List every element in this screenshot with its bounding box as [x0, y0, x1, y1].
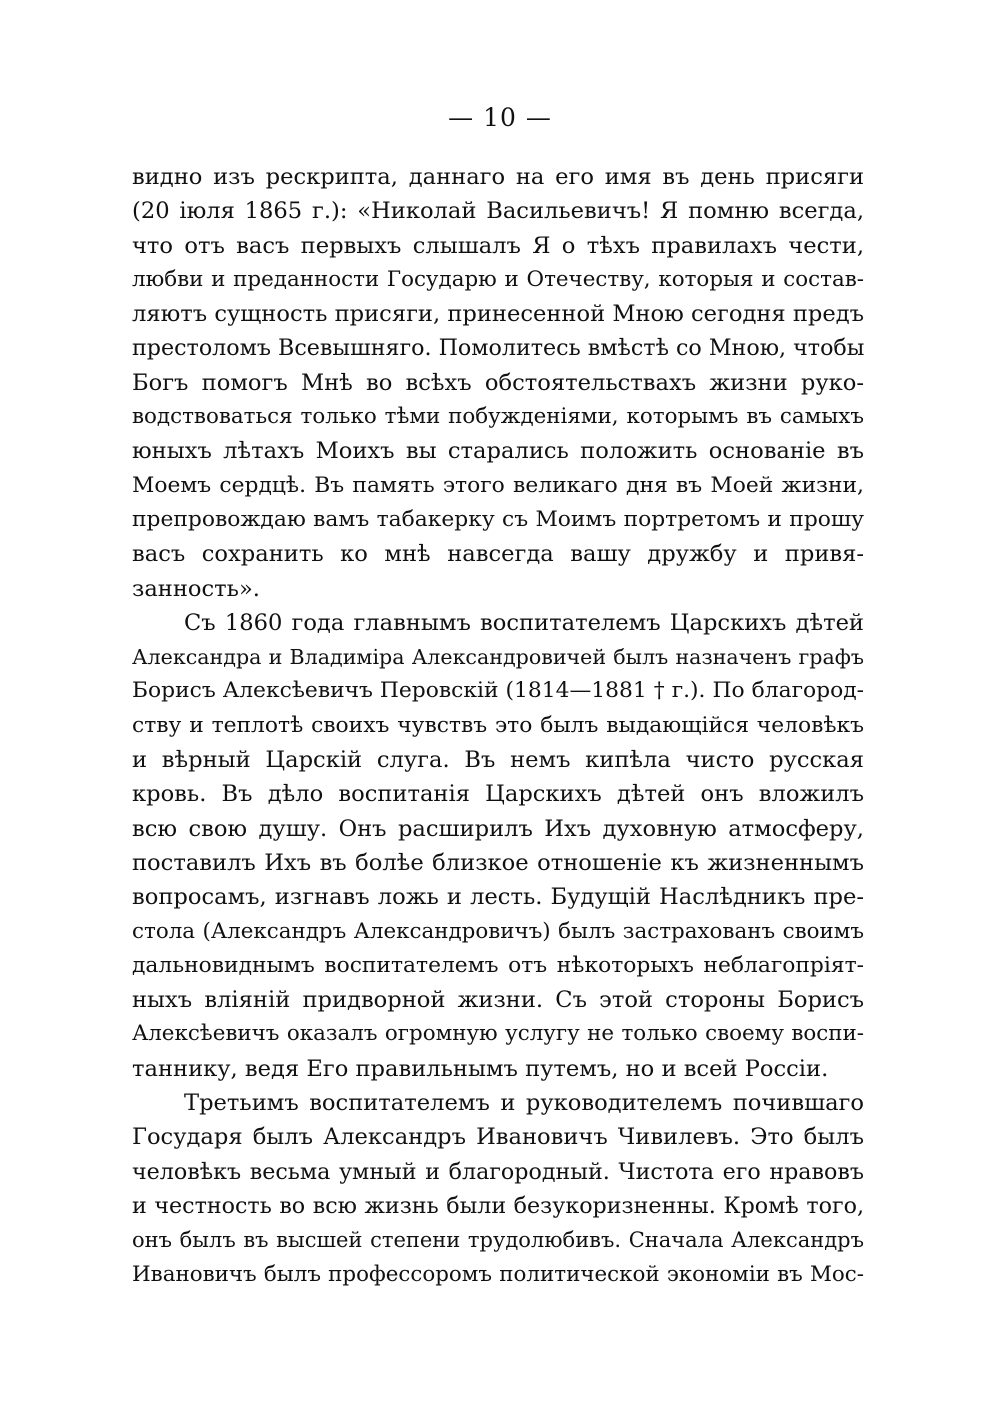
text-line: поставилъ Ихъ въ болѣе близкое отношеніе къ жизненнымъ: [132, 849, 864, 876]
text-line: ныхъ вліяній придворной жизни. Съ этой стороны Борисъ: [132, 987, 864, 1014]
text-line: Моемъ сердцѣ. Въ память этого великаго дня въ Моей жизни,: [132, 472, 864, 498]
text-line: Ивановичъ былъ профессоромъ политической экономіи въ Мос-: [132, 1261, 864, 1287]
text-line: человѣкъ весьма умный и благородный. Чистота его нравовъ: [132, 1158, 864, 1185]
text-line: препровождаю вамъ табакерку съ Моимъ портретомъ и прошу: [132, 506, 864, 532]
text-line: Борисъ Алексѣевичъ Перовскій (1814—1881 † г.). По благород-: [132, 678, 864, 704]
text-line: Александра и Владиміра Александровичей былъ назначенъ графъ: [132, 645, 864, 670]
text-line: Алексѣевичъ оказалъ огромную услугу не только своему воспи-: [132, 1021, 864, 1047]
text-line: Богъ помогъ Мнѣ во всѣхъ обстоятельствахъ жизни руко-: [132, 369, 864, 396]
text-line: и честность во всю жизнь были безукоризненны. Кромѣ того,: [132, 1192, 864, 1219]
text-line: ству и теплотѣ своихъ чувствъ это былъ выдающійся человѣкъ: [132, 712, 864, 738]
text-line: Государя былъ Александръ Ивановичъ Чивилевъ. Это былъ: [132, 1124, 864, 1151]
text-line: любви и преданности Государю и Отечеству, которыя и состав-: [132, 266, 864, 292]
body-text: [132, 160, 864, 1292]
text-line: ляютъ сущность присяги, принесенной Мною сегодня предъ: [132, 301, 864, 328]
text-line: дальновиднымъ воспитателемъ отъ нѣкоторыхъ неблагопріят-: [132, 952, 864, 978]
text-line: видно изъ рескрипта, даннаго на его имя въ день присяги: [132, 164, 864, 190]
text-line: всю свою душу. Онъ расширилъ Ихъ духовную атмосферу,: [132, 815, 864, 842]
text-line: престоломъ Всевышняго. Помолитесь вмѣстѣ со Мною, чтобы: [132, 335, 864, 362]
text-line: (20 іюля 1865 г.): «Николай Васильевичъ! Я помню всегда,: [132, 198, 864, 225]
page-number: — 10 —: [448, 103, 552, 132]
text-line: вопросамъ, изгнавъ ложь и лесть. Будущій Наслѣдникъ пре-: [132, 884, 864, 911]
text-line: Третьимъ воспитателемъ и руководителемъ почившаго: [184, 1090, 864, 1117]
text-line: Съ 1860 года главнымъ воспитателемъ Царскихъ дѣтей: [184, 609, 864, 636]
text-line: таннику, ведя Его правильнымъ путемъ, но и всей Россіи.: [132, 1055, 829, 1082]
text-line: что отъ васъ первыхъ слышалъ Я о тѣхъ правилахъ чести,: [132, 232, 864, 259]
text-line: занность».: [132, 575, 260, 602]
text-line: водствоваться только тѣми побужденіями, которымъ въ самыхъ: [132, 404, 864, 430]
text-line: стола (Александръ Александровичъ) былъ застрахованъ своимъ: [132, 918, 864, 944]
text-line: онъ былъ въ высшей степени трудолюбивъ. Сначала Александръ: [132, 1228, 864, 1253]
text-line: васъ сохранить ко мнѣ навсегда вашу дружбу и привя-: [132, 541, 864, 568]
text-line: и вѣрный Царскій слуга. Въ немъ кипѣла чисто русская: [132, 747, 864, 774]
text-line: кровь. Въ дѣло воспитанія Царскихъ дѣтей онъ вложилъ: [132, 781, 864, 808]
text-line: юныхъ лѣтахъ Моихъ вы старались положить основаніе въ: [132, 438, 864, 465]
